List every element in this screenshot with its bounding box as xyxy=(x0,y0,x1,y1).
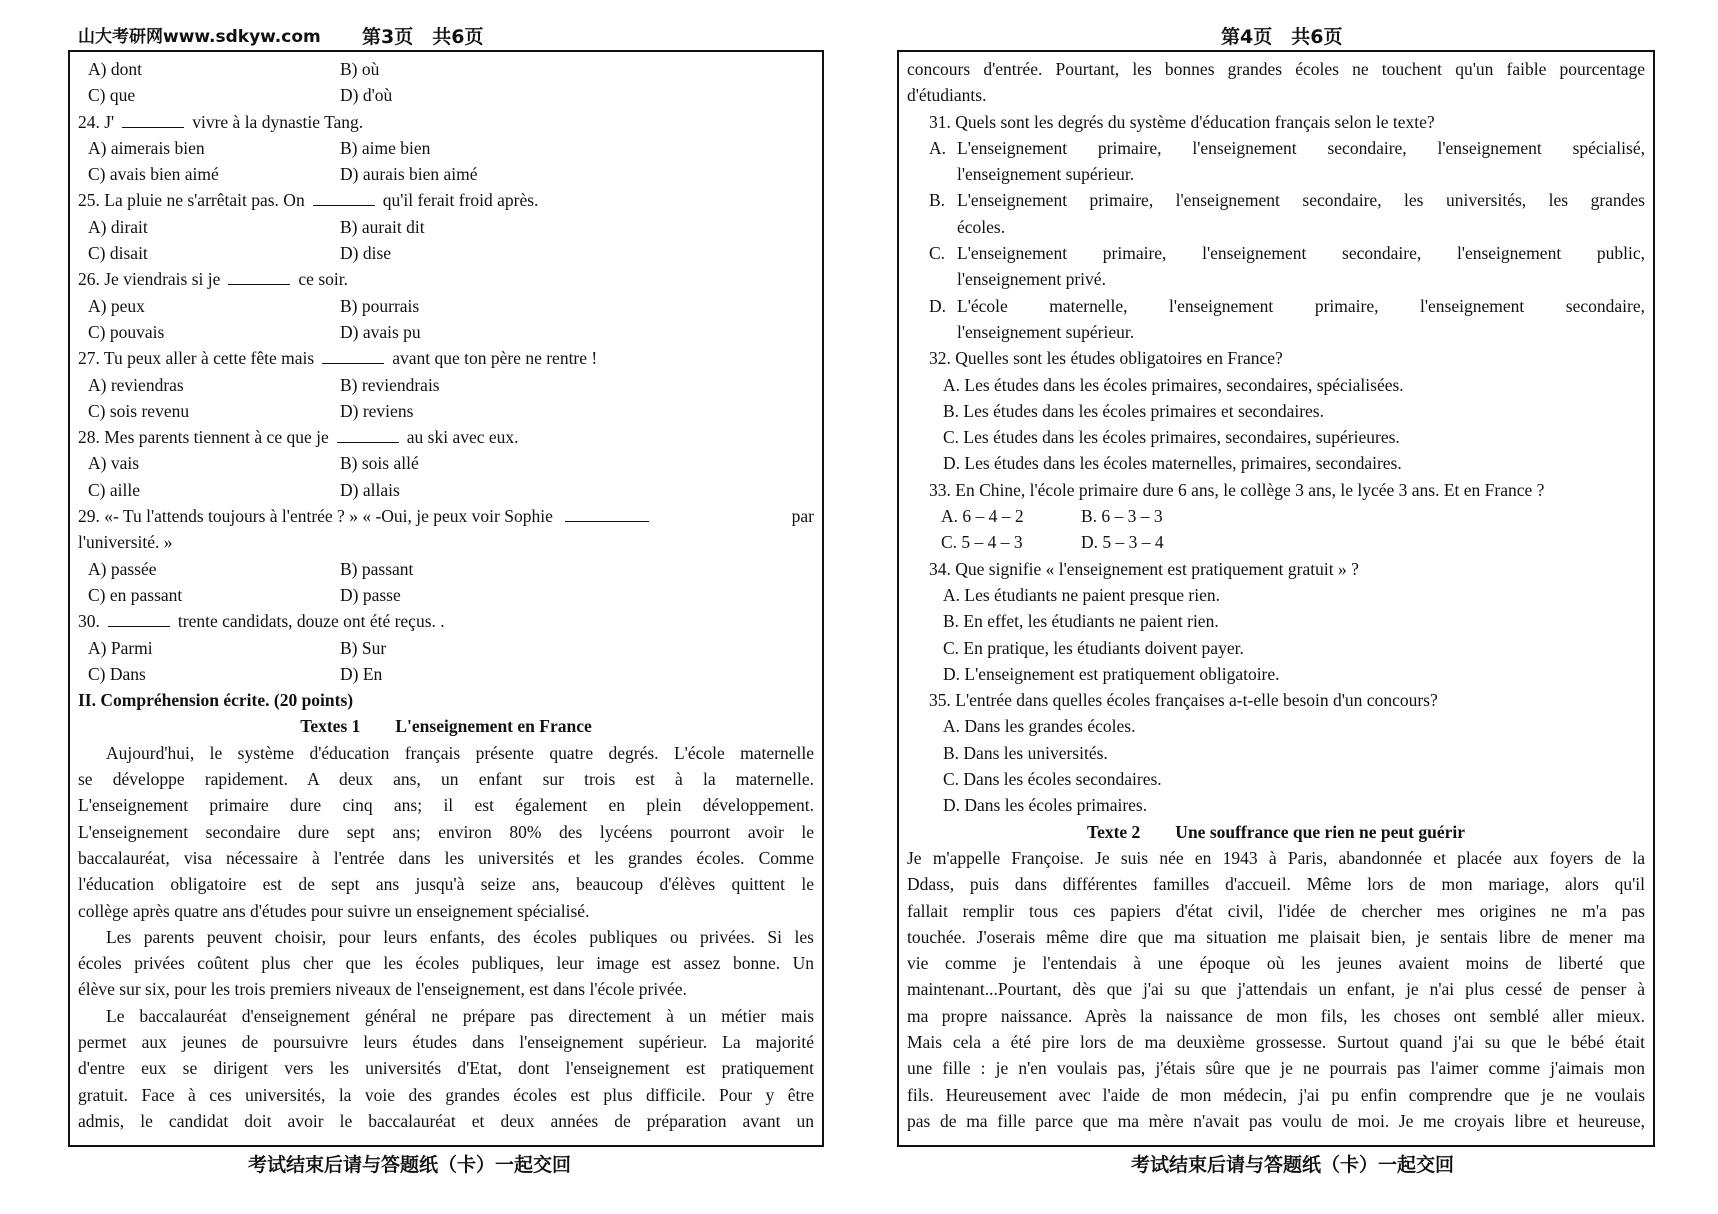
q35-option-a: A. Dans les grandes écoles. xyxy=(943,716,1136,737)
q23-option-c: C) que xyxy=(88,85,136,106)
q31-option-d-cont: l'enseignement supérieur. xyxy=(957,321,1135,342)
q32-option-b: B. Les études dans les écoles primaires et secondaires. xyxy=(943,400,1324,421)
answer-blank xyxy=(565,503,649,522)
left-content xyxy=(78,56,814,1134)
text1-passage xyxy=(78,740,814,1134)
q26-option-a: A) peux xyxy=(88,295,145,316)
q28-option-d: D) allais xyxy=(340,479,400,500)
right-content xyxy=(907,56,1645,1134)
passage-line: fallait remplir tous ces papiers d'état civil, l'idée de chercher mes origines ne m'a pas xyxy=(907,900,1645,921)
passage-line: Je m'appelle Françoise. Je suis née en 1943 à Paris, abandonnée et placée aux foyers de la xyxy=(907,847,1645,868)
q30-option-a: A) Parmi xyxy=(88,637,153,658)
q28-question: 28. Mes parents tiennent à ce que je au ski avec eux. xyxy=(78,424,814,450)
q33-option-c: C. 5 – 4 – 3 xyxy=(941,532,1023,553)
header-page-number: 第4页 共6页 xyxy=(1221,26,1343,48)
text2-title: Texte 2 Une souffrance que rien ne peut guérir xyxy=(1087,821,1465,842)
passage-line: l'éducation obligatoire est de sept ans jusqu'à seize ans, beaucoup d'élèves quittent le xyxy=(78,874,814,895)
q28-option-b: B) sois allé xyxy=(340,453,419,474)
q27-question: 27. Tu peux aller à cette fête mais avant que ton père ne rentre ! xyxy=(78,345,814,371)
q32-option-c: C. Les études dans les écoles primaires, secondaires, supérieures. xyxy=(943,427,1400,448)
q35-option-c: C. Dans les écoles secondaires. xyxy=(943,769,1162,790)
q27-option-c: C) sois revenu xyxy=(88,400,190,421)
answer-blank xyxy=(122,109,184,128)
q34-option-b: B. En effet, les étudiants ne paient rien. xyxy=(943,611,1219,632)
q25-question: 25. La pluie ne s'arrêtait pas. On qu'il ferait froid après. xyxy=(78,187,814,213)
q29-question: 29. «- Tu l'attends toujours à l'entrée ? » « -Oui, je peux voir Sophie par xyxy=(78,503,814,529)
q24-option-d: D) aurais bien aimé xyxy=(340,164,478,185)
q34-option-d: D. L'enseignement est pratiquement obligatoire. xyxy=(943,663,1280,684)
q27-option-a: A) reviendras xyxy=(88,374,184,395)
passage-line: Mais cela a été pire lors de ma deuxième grossesse. Surtout quand j'ai su que le bébé était xyxy=(907,1031,1645,1052)
passage-line: Aujourd'hui, le système d'éducation français présente quatre degrés. L'école maternelle xyxy=(106,742,814,763)
passage-line: écoles privées coûtent plus cher que les écoles publiques, leur image est assez bonne. Un xyxy=(78,953,814,974)
q23-options-row-2 xyxy=(78,82,814,108)
q35-question: 35. L'entrée dans quelles écoles françaises a-t-elle besoin d'un concours? xyxy=(929,690,1438,711)
footer-note: 考试结束后请与答题纸（卡）一起交回 xyxy=(248,1154,572,1176)
passage-line: L'enseignement secondaire dure sept ans; environ 80% des lycéens pourront avoir le xyxy=(78,821,814,842)
q23-option-a: A) dont xyxy=(88,59,142,79)
passage-line: Ddass, puis dans différentes familles d'accueil. Même lors de mon mariage, alors qu'il xyxy=(907,874,1645,895)
q25-option-a: A) dirait xyxy=(88,216,148,237)
q30-option-b: B) Sur xyxy=(340,637,387,658)
passage-line: élève sur six, pour les trois premiers niveaux de l'enseignement, est dans l'école privée. xyxy=(78,979,687,1000)
q33-options-row-2 xyxy=(907,529,1645,555)
q29-option-c: C) en passant xyxy=(88,584,183,605)
passage-line: d'entre eux se dirigent vers les universités d'Etat, dont l'enseignement est pratiquement xyxy=(78,1058,814,1079)
passage-line: permet aux jeunes de poursuivre leurs études dans l'enseignement supérieur. La majorité xyxy=(78,1031,814,1052)
passage-line: admis, le candidat doit avoir le baccalauréat et deux années de préparation avant un xyxy=(78,1110,814,1131)
q31-option-c-cont: l'enseignement privé. xyxy=(957,269,1106,290)
q30-question: 30. trente candidats, douze ont été reçus. . xyxy=(78,608,814,634)
q27-option-d: D) reviens xyxy=(340,400,414,421)
answer-blank xyxy=(108,608,170,627)
q24-question: 24. J' vivre à la dynastie Tang. xyxy=(78,109,814,135)
answer-blank xyxy=(313,187,375,206)
passage-line: une fille : je n'en voulais pas, j'étais sûre que je ne pourrais pas l'aimer comme j'aimais mon xyxy=(907,1058,1645,1079)
text2-passage xyxy=(907,845,1645,1134)
q29-question-cont: l'université. » xyxy=(78,532,173,553)
answer-blank xyxy=(322,345,384,364)
q29-option-d: D) passe xyxy=(340,584,401,605)
header-site: 山大考研网www.sdkyw.com xyxy=(78,27,321,47)
q32-option-d: D. Les études dans les écoles maternelles, primaires, secondaires. xyxy=(943,453,1402,474)
passage-line: concours d'entrée. Pourtant, les bonnes grandes écoles ne touchent qu'un faible pourcentage xyxy=(907,59,1645,79)
content-frame xyxy=(68,50,824,1147)
q26-option-b: B) pourrais xyxy=(340,295,420,316)
q23-options-row-1 xyxy=(78,56,814,82)
passage-line: vie comme je l'entendais à une époque où les jeunes avaient moins de liberté que xyxy=(907,953,1645,974)
q31-option-d: D. L'école maternelle, l'enseignement primaire, l'enseignement secondaire, xyxy=(929,295,1645,316)
answer-blank xyxy=(228,266,290,285)
q25-option-d: D) dise xyxy=(340,243,392,264)
q34-question: 34. Que signifie « l'enseignement est pratiquement gratuit » ? xyxy=(929,558,1359,579)
q31-option-a: A. L'enseignement primaire, l'enseignement secondaire, l'enseignement spécialisé, xyxy=(929,137,1645,158)
text1-title: Textes 1 L'enseignement en France xyxy=(300,716,592,737)
passage-line: maintenant...Pourtant, dès que j'ai su que j'attendais un enfant, je n'ai plus cessé de penser à xyxy=(907,979,1645,1000)
q34-option-a: A. Les étudiants ne paient presque rien. xyxy=(943,584,1220,605)
q26-option-d: D) avais pu xyxy=(340,321,421,342)
q24-option-c: C) avais bien aimé xyxy=(88,164,219,185)
q30-option-d: D) En xyxy=(340,663,383,684)
q28-option-a: A) vais xyxy=(88,453,140,474)
passage-line: ma propre naissance. Après la naissance de mon fils, les choses ont semblé aller mieux. xyxy=(907,1005,1645,1026)
q32-question: 32. Quelles sont les études obligatoires en France? xyxy=(929,348,1283,369)
q27-option-b: B) reviendrais xyxy=(340,374,440,395)
passage-line: baccalauréat, visa nécessaire à l'entrée dans les universités et les grandes écoles. Comme xyxy=(78,847,814,868)
passage-line: fils. Heureusement avec l'aide de mon médecin, j'ai pu enfin comprendre que je ne voulais xyxy=(907,1084,1645,1105)
q31-option-b-cont: écoles. xyxy=(957,216,1006,237)
q23-option-b: B) où xyxy=(340,59,380,79)
q33-options-row-1 xyxy=(907,503,1645,529)
answer-blank xyxy=(337,424,399,443)
header-page-number: 第3页 共6页 xyxy=(362,26,484,48)
exam-page-4 xyxy=(859,0,1718,1214)
q26-option-c: C) pouvais xyxy=(88,321,165,342)
q29-option-a: A) passée xyxy=(88,558,157,579)
q23-option-d: D) d'où xyxy=(340,85,393,106)
q31-option-a-cont: l'enseignement supérieur. xyxy=(957,164,1135,185)
q35-option-b: B. Dans les universités. xyxy=(943,742,1108,763)
q33-option-d: D. 5 – 3 – 4 xyxy=(1081,532,1164,553)
content-frame xyxy=(897,50,1655,1147)
passage-line: d'étudiants. xyxy=(907,85,987,106)
q24-option-b: B) aime bien xyxy=(340,137,431,158)
q34-option-c: C. En pratique, les étudiants doivent payer. xyxy=(943,637,1244,658)
passage-line: pas de ma fille parce que ma mère n'avait pas voulu de moi. Je me croyais libre et heureuse, xyxy=(907,1110,1645,1131)
section-heading: II. Compréhension écrite. (20 points) xyxy=(78,690,354,711)
passage-line: gratuit. Face à ces universités, la voie des grandes écoles est plus difficile. Pour y être xyxy=(78,1084,814,1105)
q31-option-c: C. L'enseignement primaire, l'enseignement secondaire, l'enseignement public, xyxy=(929,243,1645,264)
q29-option-b: B) passant xyxy=(340,558,414,579)
q25-option-b: B) aurait dit xyxy=(340,216,425,237)
passage-line: collège après quatre ans d'études pour suivre un enseignement spécialisé. xyxy=(78,900,590,921)
q30-option-c: C) Dans xyxy=(88,663,146,684)
q33-option-b: B. 6 – 3 – 3 xyxy=(1081,506,1163,527)
q33-question: 33. En Chine, l'école primaire dure 6 ans, le collège 3 ans, le lycée 3 ans. Et en France ? xyxy=(929,479,1545,500)
passage-line: Le baccalauréat d'enseignement général ne prépare pas directement à un métier mais xyxy=(106,1005,814,1026)
q26-question: 26. Je viendrais si je ce soir. xyxy=(78,266,814,292)
q24-option-a: A) aimerais bien xyxy=(88,137,205,158)
footer-note: 考试结束后请与答题纸（卡）一起交回 xyxy=(1131,1154,1455,1176)
q35-option-d: D. Dans les écoles primaires. xyxy=(943,795,1148,816)
passage-line: touchée. J'oserais même dire que ma situation me plaisait bien, je sentais libre de mener ma xyxy=(907,926,1645,947)
passage-line: se développe rapidement. A deux ans, un enfant sur trois est à la maternelle. xyxy=(78,769,814,790)
q32-option-a: A. Les études dans les écoles primaires, secondaires, spécialisées. xyxy=(943,374,1404,395)
passage-line: L'enseignement primaire dure cinq ans; il est également en plein développement. xyxy=(78,795,814,816)
q31-option-b: B. L'enseignement primaire, l'enseignement secondaire, les universités, les grandes xyxy=(929,190,1645,211)
q28-option-c: C) aille xyxy=(88,479,140,500)
passage-line: Les parents peuvent choisir, pour leurs enfants, des écoles publiques ou privées. Si les xyxy=(106,926,814,947)
q25-option-c: C) disait xyxy=(88,243,148,264)
q31-question: 31. Quels sont les degrés du système d'éducation français selon le texte? xyxy=(929,111,1435,132)
q33-option-a: A. 6 – 4 – 2 xyxy=(941,506,1024,527)
